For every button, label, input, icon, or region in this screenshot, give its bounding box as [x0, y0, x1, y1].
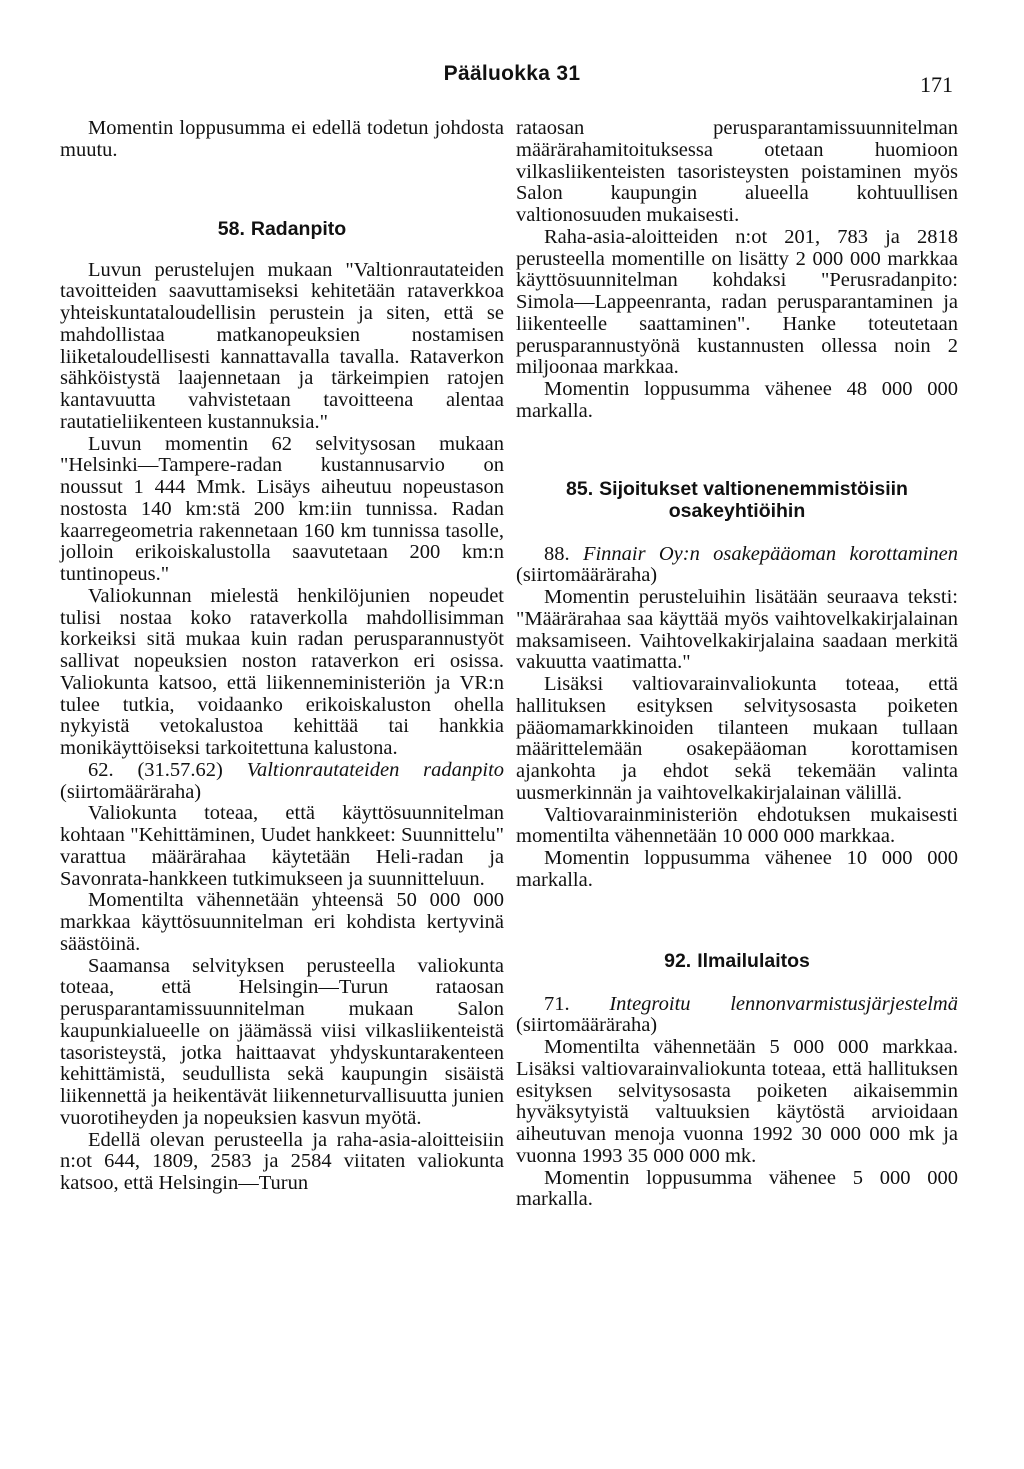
paragraph: Momentin perusteluihin lisätään seuraava teksti: "Määrärahaa saa käyttää myös vaihtovelkakirjalainan maksamiseen. Vaihtovelkakirjalaina saadaan merkitä vakuutta vaatimatta."	[516, 586, 958, 674]
section-number: 58.	[217, 217, 245, 240]
item-title: Integroitu lennonvarmistusjärjestelmä	[609, 992, 958, 1015]
paragraph: Luvun perustelujen mukaan "Valtionrautateiden tavoitteiden saavuttamiseksi kehitetään rataverkkoa yhteiskuntataloudellisin perustein ja siten, että se mahdollistaa matkanopeuksien nostamisen liiketaloudellisesti kannattavalla tavalla. Rataverkon sähköistystä laajennetaan ja tärkeimpien ratojen kantavuutta vahvistetaan tavoitteena alentaa rautatieliikenteen kustannuksia."	[60, 258, 504, 433]
intro-paragraph: Momentin loppusumma ei edellä todetun johdosta muutu.	[60, 117, 504, 161]
item-title: Finnair Oy:n osakepääoman korottaminen	[582, 542, 958, 565]
item-heading-62	[60, 760, 504, 804]
section-number: 85.	[566, 477, 594, 500]
section-title: Radanpito	[250, 217, 347, 240]
section-heading-85	[516, 478, 958, 522]
item-heading-88	[516, 544, 958, 588]
item-heading-71	[516, 994, 958, 1038]
paragraph: Momentilta vähennetään 5 000 000 markkaa. Lisäksi valtiovarainvaliokunta toteaa, että hallituksen esityksen selvitysosasta poiketen aikaisemmin hyväksytyistä valtuuksien käytöstä arvioidaan aiheutuvan menoja vuonna 1992 30 000 000 mk ja vuonna 1993 35 000 000 mk.	[516, 1036, 958, 1167]
running-head: Pääluokka 31	[443, 62, 581, 85]
item-suffix: (siirtomääräraha)	[60, 780, 202, 803]
left-column	[60, 118, 504, 1195]
paragraph: Raha-asia-aloitteiden n:ot 201, 783 ja 2818 perusteella momentille on lisätty 2 000 000 markkaa käyttösuunnitelman kohdaksi "Perusradanpito: Simola—Lappeenranta, radan perusparantaminen ja liikenteelle saattaminen". Hanke toteutetaan perusparannustyönä kustannusten ollessa noin 2 miljoonaa markkaa.	[516, 225, 958, 379]
paragraph: Momentilta vähennetään yhteensä 50 000 000 markkaa käyttösuunnitelman eri kohdista kertyvinä säästöinä.	[60, 889, 504, 955]
item-suffix: (siirtomääräraha)	[516, 564, 658, 587]
item-title: Valtionrautateiden radanpito	[246, 758, 505, 781]
item-number: 88.	[544, 542, 570, 565]
paragraph: Valiokunnan mielestä henkilöjunien nopeudet tulisi nostaa koko rataverkolla mahdollisimman korkeiksi sitä mukaa kuin radan perusparannustyöt sallivat nopeuksien noston rataverkon eri osissa. Valiokunta katsoo, että liikenneministeriön ja VR:n tulee tutkia, voidaanko erikoiskaluston ohella nykyistä vetokalustoa kehittää tai hankkia monikäyttöiseksi tarkoitettuna kalustona.	[60, 584, 504, 759]
item-number: 62. (31.57.62)	[88, 758, 223, 781]
section-number: 92.	[664, 949, 692, 972]
right-column	[516, 118, 958, 1211]
paragraph: Edellä olevan perusteella ja raha-asia-aloitteisiin n:ot 644, 1809, 2583 ja 2584 viitaten valiokunta katsoo, että Helsingin—Turun	[60, 1128, 504, 1194]
section-title: Sijoitukset valtionenemmistöisiin osakeyhtiöihin	[599, 477, 908, 522]
item-number: 71.	[544, 992, 570, 1015]
item-suffix: (siirtomääräraha)	[516, 1014, 658, 1037]
paragraph: Momentin loppusumma vähenee 5 000 000 markalla.	[516, 1166, 958, 1211]
continued-paragraph: rataosan perusparantamissuunnitelman määrärahamitoituksessa otetaan huomioon vilkasliikenteisten tasoristeysten poistaminen myös Salon kaupungin alueella kohtuullisen valtionosuuden mukaisesti.	[516, 117, 958, 226]
section-heading-58	[60, 218, 504, 240]
paragraph: Saamansa selvityksen perusteella valiokunta toteaa, että Helsingin—Turun rataosan perusparantamissuunnitelman mukaan Salon kaupunkialueelle on jäämässä viisi vilkasliikenteistä tasoristeystä, jotka haittaavat yhdyskuntarakenteen kehittämistä, seudullista sekä kaupungin sisäistä liikennettä ja heikentävät liikenneturvallisuutta junien vuorotiheyden ja nopeuksien kasvun myötä.	[60, 954, 504, 1129]
paragraph: Luvun momentin 62 selvitysosan mukaan "Helsinki—Tampere-radan kustannusarvio on noussut 1 444 Mmk. Lisäys aiheutuu nopeustason nostosta 140 km:stä 200 km:iin tunnissa. Radan kaarregeometria rakennetaan 160 km tunnissa tasolle, jolloin erikoiskalustolla saavutetaan 200 km:n tuntinopeus."	[60, 432, 504, 585]
section-heading-92	[516, 950, 958, 972]
paragraph: Valtiovarainministeriön ehdotuksen mukaisesti momentilta vähennetään 10 000 000 markkaa.	[516, 803, 958, 848]
paragraph: Valiokunta toteaa, että käyttösuunnitelman kohtaan "Kehittäminen, Uudet hankkeet: Suunnittelu" varattua määrärahaa käytetään Heli-radan ja Savonrata-hankkeen tutkimukseen ja suunnitteluun.	[60, 802, 504, 890]
paragraph: Momentin loppusumma vähenee 48 000 000 markalla.	[516, 378, 958, 422]
paragraph: Momentin loppusumma vähenee 10 000 000 markalla.	[516, 847, 958, 891]
section-title: Ilmailulaitos	[697, 949, 810, 972]
paragraph: Lisäksi valtiovarainvaliokunta toteaa, että hallituksen esityksen selvitysosasta poiketen pääomamarkkinoiden tilanteen mukaan tullaan määrittelemään osakepääoman korottamisen ajankohta ja ehdot sekä tekemään valinta uusmerkinnän ja vaihtovelkakirjalainan välillä.	[516, 673, 958, 804]
page-number: 171	[920, 72, 953, 97]
